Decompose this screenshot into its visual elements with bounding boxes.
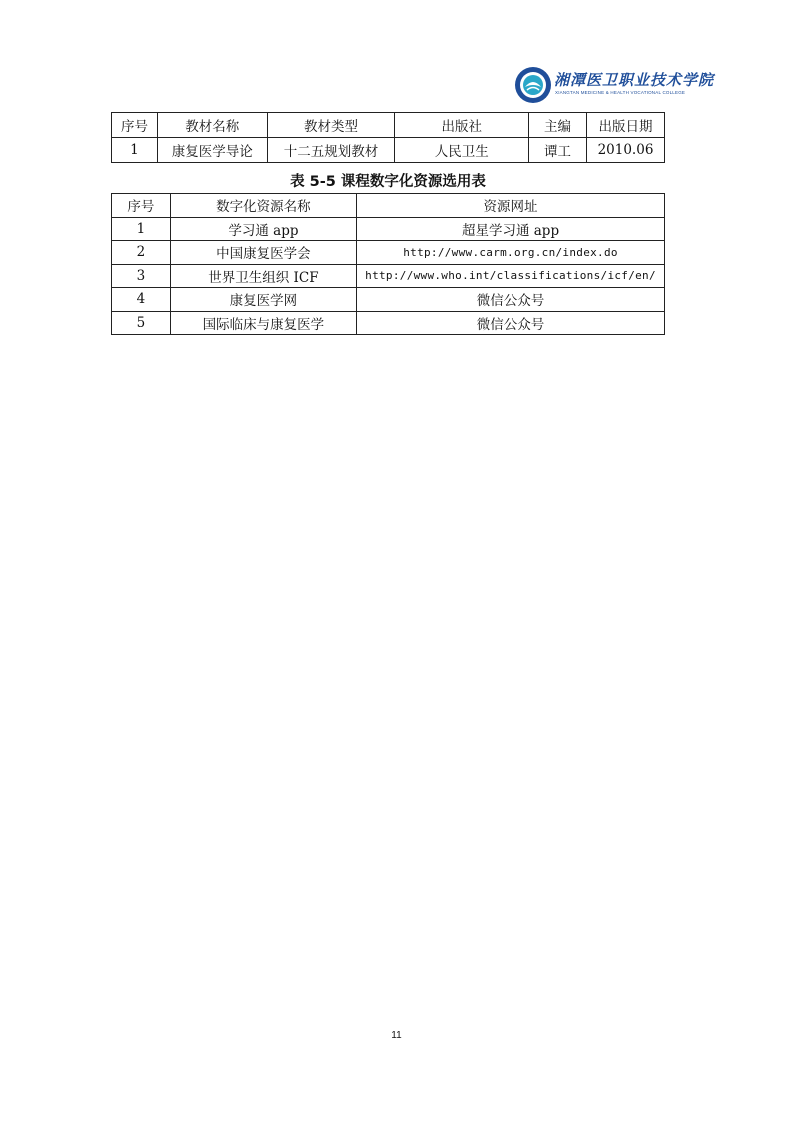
page-number: 11 xyxy=(391,1030,402,1041)
header-cell: 教材名称 xyxy=(157,113,267,138)
resource-url: http://www.who.int/classifications/icf/en/ xyxy=(357,264,665,288)
table-cell: 学习通 app xyxy=(170,217,356,241)
table-row xyxy=(112,241,665,265)
college-name-english: XIANGTAN MEDICINE & HEALTH VOCATIONAL COLLEGE xyxy=(555,90,686,95)
table-row xyxy=(112,311,665,335)
table-cell: 2010.06 xyxy=(587,138,665,163)
table-cell: 超星学习通 app xyxy=(357,217,665,241)
table-row xyxy=(112,288,665,312)
table-row xyxy=(112,264,665,288)
table-cell: 康复医学网 xyxy=(170,288,356,312)
table-header-row xyxy=(112,113,665,138)
table-cell: 1 xyxy=(112,217,171,241)
table-cell: 中国康复医学会 xyxy=(170,241,356,265)
table-row xyxy=(112,217,665,241)
header-cell: 序号 xyxy=(112,194,171,218)
college-emblem-icon xyxy=(514,66,552,104)
digital-resource-table xyxy=(111,193,665,335)
table-cell: 4 xyxy=(112,288,171,312)
header-cell: 出版日期 xyxy=(587,113,665,138)
table-cell: 微信公众号 xyxy=(357,288,665,312)
table-header-row xyxy=(112,194,665,218)
resource-url: http://www.carm.org.cn/index.do xyxy=(357,241,665,265)
college-name: 湘潭医卫职业技术学院 xyxy=(554,71,715,89)
header-cell: 主编 xyxy=(529,113,587,138)
table-cell: 1 xyxy=(112,138,158,163)
header-cell: 数字化资源名称 xyxy=(170,194,356,218)
table-cell: 国际临床与康复医学 xyxy=(170,311,356,335)
table-cell: 5 xyxy=(112,311,171,335)
header-cell: 出版社 xyxy=(395,113,529,138)
table-cell: 谭工 xyxy=(529,138,587,163)
header-cell: 资源网址 xyxy=(357,194,665,218)
table-row xyxy=(112,138,665,163)
textbook-table xyxy=(111,112,665,163)
table-cell: 康复医学导论 xyxy=(157,138,267,163)
table-cell: 微信公众号 xyxy=(357,311,665,335)
table-cell: 2 xyxy=(112,241,171,265)
table-cell: 十二五规划教材 xyxy=(267,138,395,163)
table-cell: 人民卫生 xyxy=(395,138,529,163)
header-cell: 序号 xyxy=(112,113,158,138)
table-cell: 3 xyxy=(112,264,171,288)
header-cell: 教材类型 xyxy=(267,113,395,138)
table-caption: 表 5-5 课程数字化资源选用表 xyxy=(290,174,486,190)
college-logo xyxy=(514,66,715,106)
table-cell: 世界卫生组织 ICF xyxy=(170,264,356,288)
